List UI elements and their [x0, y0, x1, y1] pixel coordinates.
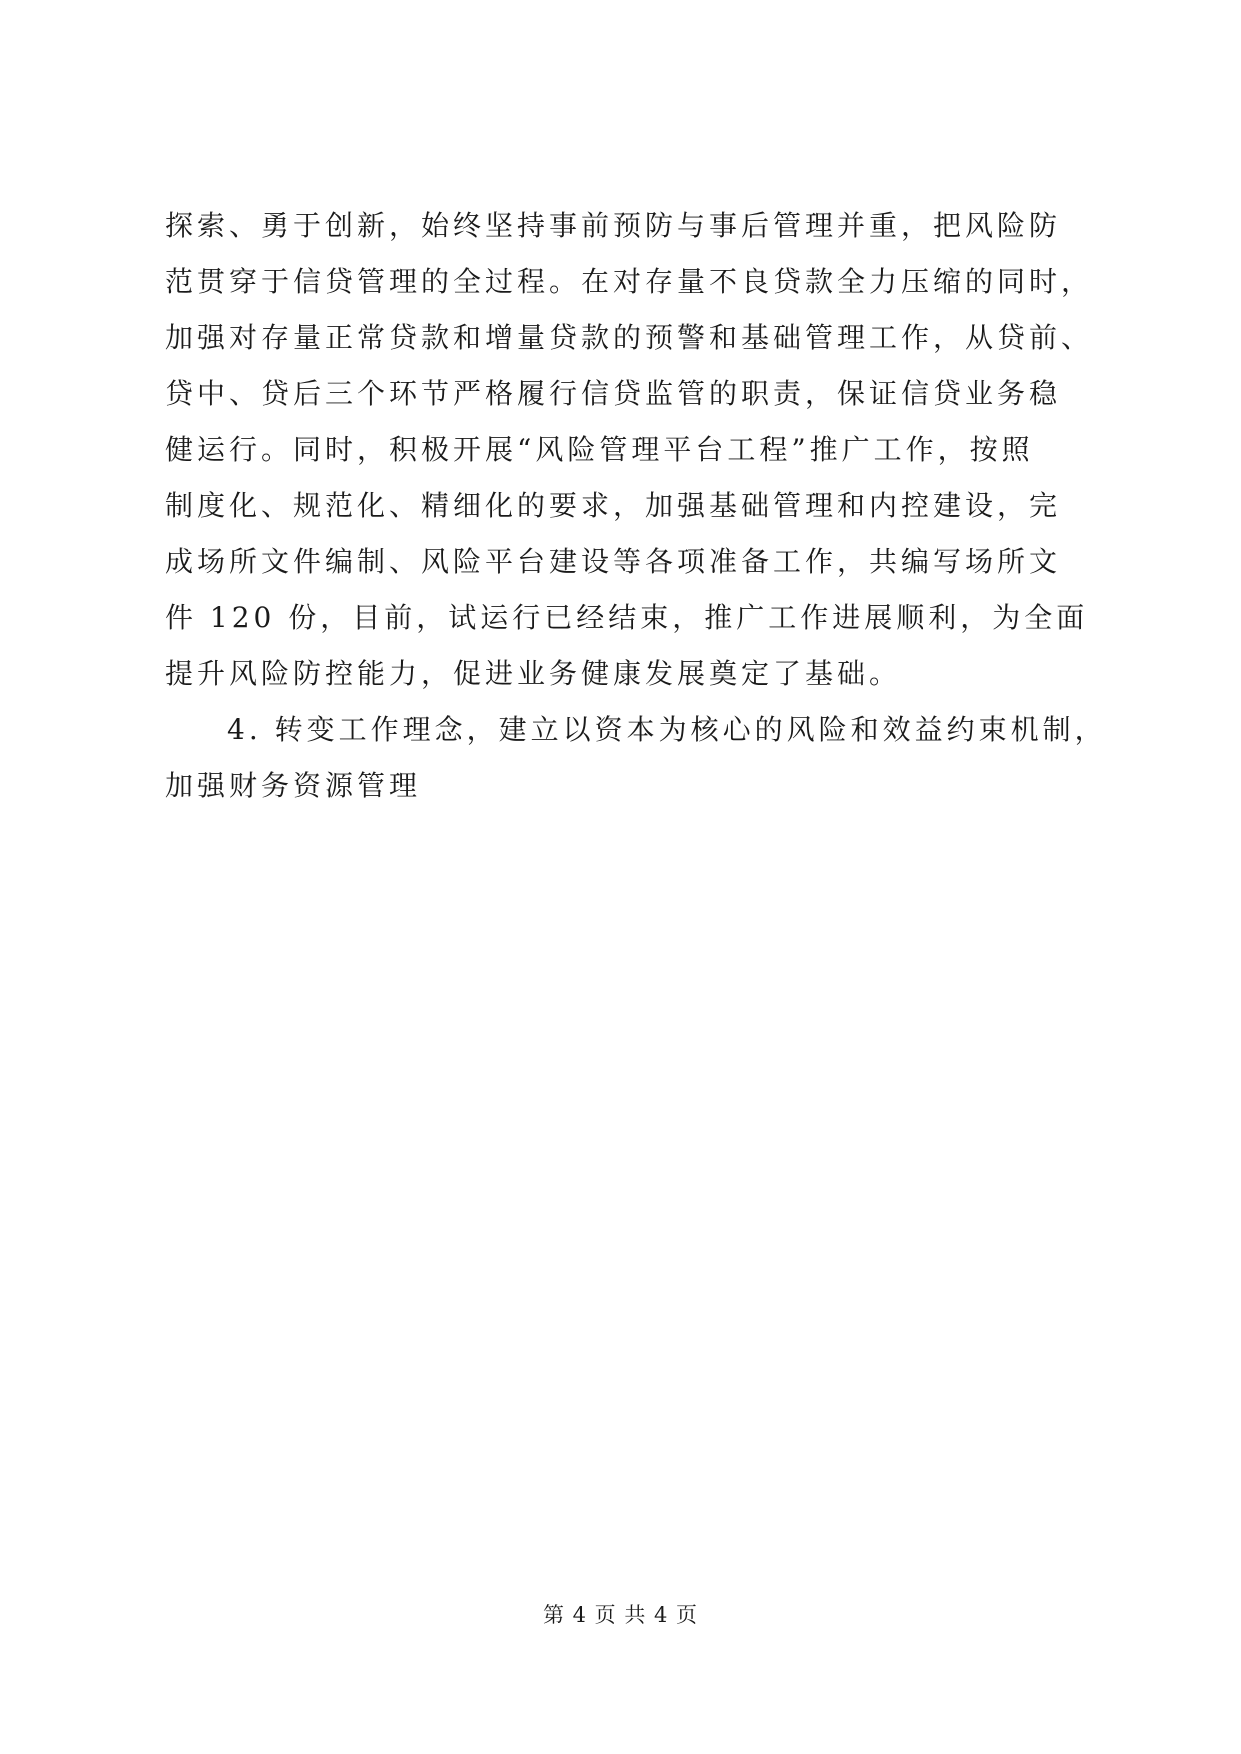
- paragraph-line: 探索、勇于创新，始终坚持事前预防与事后管理并重，把风险防: [165, 209, 1062, 242]
- paragraph-line: 贷中、贷后三个环节严格履行信贷监管的职责，保证信贷业务稳: [165, 377, 1062, 410]
- paragraph-line: 范贯穿于信贷管理的全过程。在对存量不良贷款全力压缩的同时，: [165, 265, 1094, 298]
- section-heading-line: 4. 转变工作理念，建立以资本为核心的风险和效益约束机制，: [227, 713, 1107, 746]
- paragraph-line: 加强对存量正常贷款和增量贷款的预警和基础管理工作，从贷前、: [165, 321, 1094, 354]
- paragraph-line: 制度化、规范化、精细化的要求，加强基础管理和内控建设，完: [165, 489, 1062, 522]
- paragraph-line: 健运行。同时，积极开展“风险管理平台工程”推广工作，按照: [165, 433, 1034, 466]
- paragraph-line: 成场所文件编制、风险平台建设等各项准备工作，共编写场所文: [165, 545, 1062, 578]
- page-number-footer: 第 4 页 共 4 页: [542, 1603, 699, 1627]
- section-heading-line: 加强财务资源管理: [165, 769, 422, 802]
- paragraph-line: 提升风险防控能力，促进业务健康发展奠定了基础。: [165, 657, 902, 690]
- paragraph-line: 件 120 份，目前，试运行已经结束，推广工作进展顺利，为全面: [165, 601, 1089, 634]
- body-text: [165, 198, 1125, 814]
